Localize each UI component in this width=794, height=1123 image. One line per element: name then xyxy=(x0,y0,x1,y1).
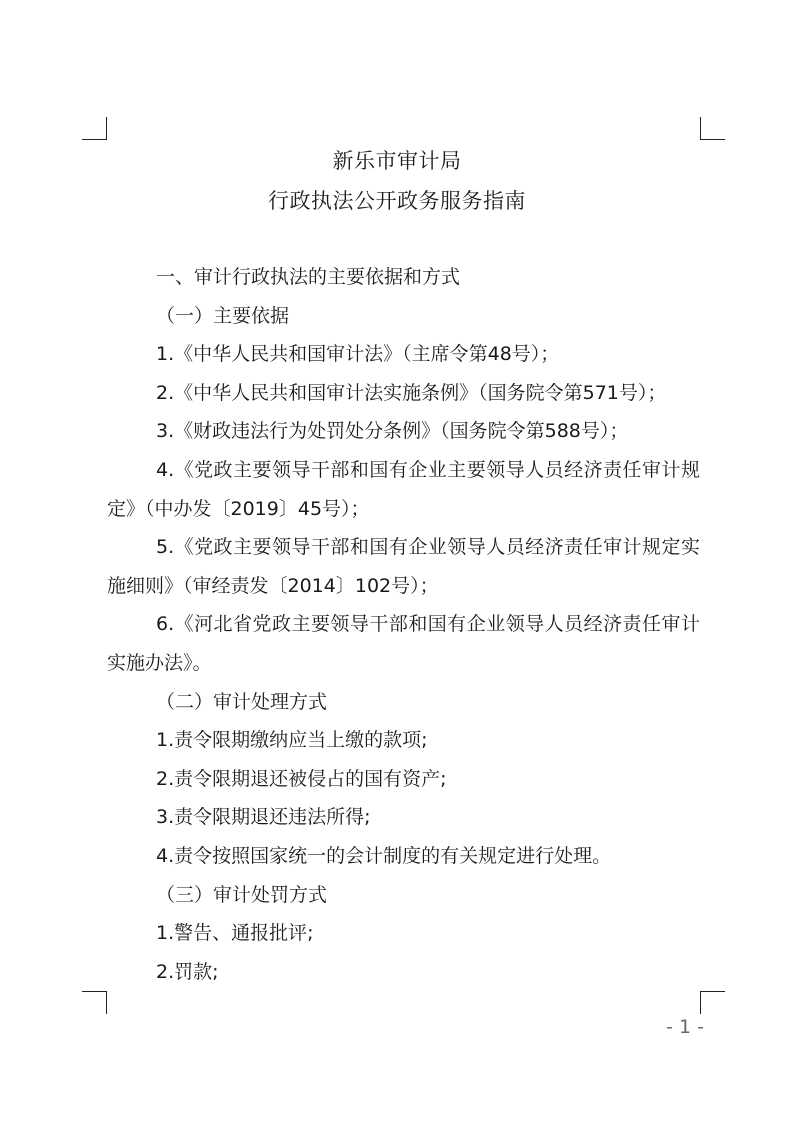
document-title: 行政执法公开政务服务指南 xyxy=(268,189,526,213)
handling-item-1: 1.责令限期缴纳应当上缴的款项; xyxy=(156,729,428,752)
section-heading-1: 一、审计行政执法的主要依据和方式 xyxy=(156,266,461,288)
crop-mark-bottom-right xyxy=(700,991,725,1014)
basis-item-4: 4.《党政主要领导干部和国有企业主要领导人员经济责任审计规定》（中办发〔2019〕45号）； xyxy=(107,458,700,520)
basis-item-3: 3.《财政违法行为处罚处分条例》（国务院令第588号）； xyxy=(156,420,629,443)
penalty-item-1: 1.警告、通报批评; xyxy=(156,922,314,945)
crop-mark-top-right xyxy=(700,117,725,140)
basis-item-6: 6.《河北省党政主要领导干部和国有企业领导人员经济责任审计实施办法》。 xyxy=(107,613,700,674)
document-body xyxy=(107,258,700,991)
penalty-item-2: 2.罚款; xyxy=(156,960,219,983)
page-number: - 1 - xyxy=(666,1016,704,1038)
handling-item-3: 3.责令限期退还违法所得; xyxy=(156,806,371,829)
subheading-handling: （二）审计处理方式 xyxy=(156,690,328,713)
subheading-penalty: （三）审计处罚方式 xyxy=(156,883,328,906)
basis-item-2: 2.《中华人民共和国审计法实施条例》（国务院令第571号）； xyxy=(156,381,667,404)
org-name: 新乐市审计局 xyxy=(332,149,462,173)
handling-item-4: 4.责令按照国家统一的会计制度的有关规定进行处理。 xyxy=(156,844,612,867)
basis-item-1: 1.《中华人民共和国审计法》（主席令第48号）； xyxy=(156,343,560,366)
subheading-basis: （一）主要依据 xyxy=(156,304,290,327)
crop-mark-bottom-left xyxy=(82,991,107,1014)
handling-item-2: 2.责令限期退还被侵占的国有资产; xyxy=(156,767,447,790)
crop-mark-top-left xyxy=(82,117,107,140)
basis-item-5: 5.《党政主要领导干部和国有企业领导人员经济责任审计规定实施细则》（审经责发〔2014〕102号）； xyxy=(107,536,700,597)
